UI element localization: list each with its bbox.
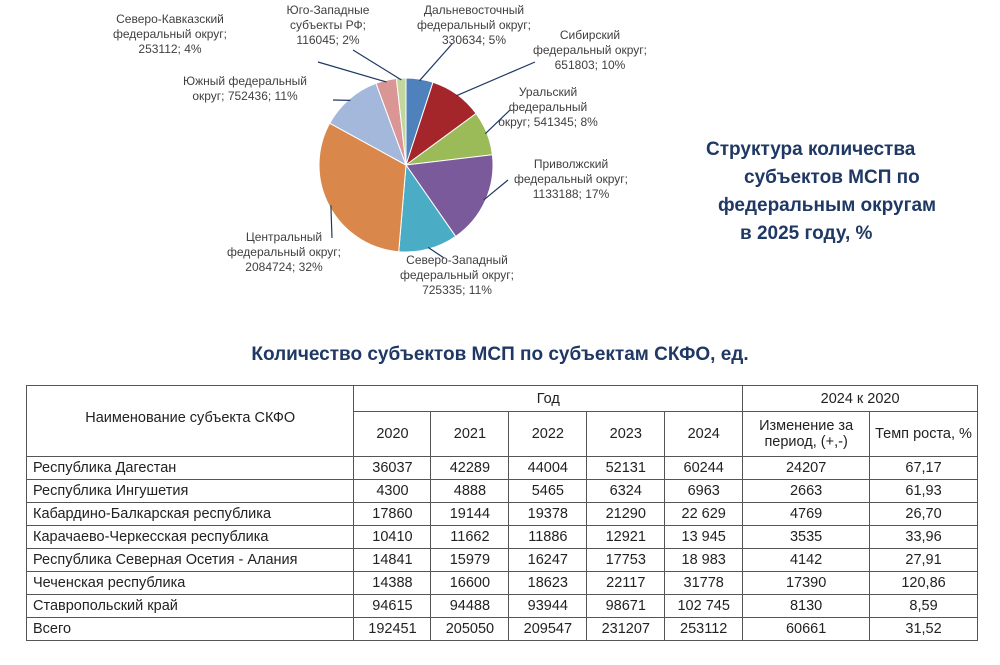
year-value-cell: 209547 <box>509 618 587 641</box>
year-value-cell: 42289 <box>431 457 509 480</box>
pie-slice-label <box>533 28 647 72</box>
year-value-cell: 60244 <box>665 457 743 480</box>
pie-slice-label <box>227 230 341 274</box>
rate-cell: 33,96 <box>870 526 978 549</box>
change-cell: 4142 <box>743 549 870 572</box>
pie-label-line: Уральский <box>518 85 578 99</box>
row-name-cell: Карачаево-Черкесская республика <box>27 526 354 549</box>
pie-slice-label <box>498 85 598 129</box>
pie-slice-label <box>183 74 307 103</box>
year-value-cell: 44004 <box>509 457 587 480</box>
pie-label-line: Южный федеральный <box>183 74 307 88</box>
rate-cell: 31,52 <box>870 618 978 641</box>
year-value-cell: 52131 <box>587 457 665 480</box>
pie-label-line: федеральный округ; <box>112 27 228 41</box>
row-name-cell: Всего <box>27 618 354 641</box>
change-cell: 60661 <box>743 618 870 641</box>
year-value-cell: 11886 <box>509 526 587 549</box>
year-value-cell: 5465 <box>509 480 587 503</box>
pie-label-line: 725335; 11% <box>422 283 492 297</box>
year-value-cell: 192451 <box>354 618 431 641</box>
year-value-cell: 12921 <box>587 526 665 549</box>
pie-label-line: 1133188; 17% <box>532 187 610 201</box>
year-value-cell: 98671 <box>587 595 665 618</box>
year-value-cell: 36037 <box>354 457 431 480</box>
change-cell: 2663 <box>743 480 870 503</box>
pie-slice-label <box>113 12 227 56</box>
pie-slice-label <box>287 3 370 47</box>
pie-title-line: федеральным округам <box>718 195 937 216</box>
table-row <box>27 549 978 572</box>
row-name-cell: Ставропольский край <box>27 595 354 618</box>
year-value-cell: 14841 <box>354 549 431 572</box>
pie-label-line: федеральный округ; <box>513 172 629 186</box>
change-cell: 17390 <box>743 572 870 595</box>
pie-label-line: Северо-Западный <box>406 253 508 267</box>
pie-label-line: 2084724; 32% <box>245 260 323 274</box>
rate-cell: 61,93 <box>870 480 978 503</box>
change-group-header: 2024 к 2020 <box>743 386 978 412</box>
pie-label-line: округ; 752436; 11% <box>192 89 298 103</box>
change-cell: 8130 <box>743 595 870 618</box>
year-value-cell: 13 945 <box>665 526 743 549</box>
skfo-table <box>26 385 978 641</box>
table-row <box>27 526 978 549</box>
pie-label-line: федеральный округ; <box>416 18 532 32</box>
pie-slice-label <box>400 253 514 297</box>
year-value-cell: 4888 <box>431 480 509 503</box>
year-header: 2023 <box>587 412 665 457</box>
row-name-cell: Кабардино-Балкарская республика <box>27 503 354 526</box>
table-row <box>27 618 978 641</box>
pie-title-line: в 2025 году, % <box>740 223 873 244</box>
year-header: 2024 <box>665 412 743 457</box>
pie-label-line: федеральный <box>508 100 588 114</box>
rate-column-header: Темп роста, % <box>870 412 978 457</box>
pie-label-line: 253112; 4% <box>138 42 202 56</box>
year-value-cell: 102 745 <box>665 595 743 618</box>
year-value-cell: 18 983 <box>665 549 743 572</box>
pie-slice-label <box>514 157 628 201</box>
year-value-cell: 6963 <box>665 480 743 503</box>
year-value-cell: 205050 <box>431 618 509 641</box>
year-value-cell: 16600 <box>431 572 509 595</box>
rate-cell: 8,59 <box>870 595 978 618</box>
pie-label-line: федеральный округ; <box>532 43 648 57</box>
rate-cell: 27,91 <box>870 549 978 572</box>
year-value-cell: 4300 <box>354 480 431 503</box>
pie-slice-label <box>417 3 531 47</box>
pie-label-line: Дальневосточный <box>423 3 525 17</box>
table-row <box>27 572 978 595</box>
pie-leader-line <box>353 50 401 80</box>
year-value-cell: 17860 <box>354 503 431 526</box>
pie-chart-title <box>700 136 970 248</box>
name-column-header: Наименование субъекта СКФО <box>27 386 354 457</box>
year-value-cell: 19378 <box>509 503 587 526</box>
year-value-cell: 6324 <box>587 480 665 503</box>
rate-cell: 120,86 <box>870 572 978 595</box>
pie-label-line: субъекты РФ; <box>290 18 366 32</box>
year-value-cell: 10410 <box>354 526 431 549</box>
year-value-cell: 22117 <box>587 572 665 595</box>
row-name-cell: Чеченская республика <box>27 572 354 595</box>
year-value-cell: 253112 <box>665 618 743 641</box>
rate-cell: 26,70 <box>870 503 978 526</box>
year-value-cell: 18623 <box>509 572 587 595</box>
year-value-cell: 21290 <box>587 503 665 526</box>
pie-label-line: федеральный округ; <box>399 268 515 282</box>
table-row <box>27 503 978 526</box>
change-column-header: Изменение за период, (+,-) <box>743 412 870 457</box>
rate-cell: 67,17 <box>870 457 978 480</box>
table-row <box>27 457 978 480</box>
year-value-cell: 17753 <box>587 549 665 572</box>
pie-label-line: Юго-Западные <box>286 3 370 17</box>
year-header: 2022 <box>509 412 587 457</box>
pie-label-line: 116045; 2% <box>296 33 360 47</box>
row-name-cell: Республика Северная Осетия - Алания <box>27 549 354 572</box>
year-value-cell: 22 629 <box>665 503 743 526</box>
row-name-cell: Республика Дагестан <box>27 457 354 480</box>
change-cell: 24207 <box>743 457 870 480</box>
year-value-cell: 94488 <box>431 595 509 618</box>
year-value-cell: 93944 <box>509 595 587 618</box>
pie-label-line: Северо-Кавказский <box>116 12 224 26</box>
table-row <box>27 595 978 618</box>
pie-label-line: федеральный округ; <box>226 245 342 259</box>
year-group-header: Год <box>354 386 743 412</box>
year-value-cell: 11662 <box>431 526 509 549</box>
pie-label-line: Приволжский <box>533 157 609 171</box>
pie-leader-line <box>419 44 452 81</box>
table-title: Количество субъектов МСП по субъектам СКФО, ед. <box>251 344 749 365</box>
year-value-cell: 16247 <box>509 549 587 572</box>
year-header: 2020 <box>354 412 431 457</box>
pie-label-line: 651803; 10% <box>554 58 626 72</box>
table-row <box>27 480 978 503</box>
pie-title-line: Структура количества <box>706 139 916 160</box>
pie-label-line: Сибирский <box>559 28 621 42</box>
pie-label-line: Центральный <box>245 230 323 244</box>
year-value-cell: 15979 <box>431 549 509 572</box>
change-cell: 4769 <box>743 503 870 526</box>
row-name-cell: Республика Ингушетия <box>27 480 354 503</box>
year-header: 2021 <box>431 412 509 457</box>
year-value-cell: 231207 <box>587 618 665 641</box>
year-value-cell: 94615 <box>354 595 431 618</box>
pie-label-line: 330634; 5% <box>441 33 507 47</box>
pie-label-line: округ; 541345; 8% <box>498 115 598 129</box>
change-cell: 3535 <box>743 526 870 549</box>
year-value-cell: 19144 <box>431 503 509 526</box>
year-value-cell: 14388 <box>354 572 431 595</box>
pie-title-line: субъектов МСП по <box>744 167 920 188</box>
year-value-cell: 31778 <box>665 572 743 595</box>
